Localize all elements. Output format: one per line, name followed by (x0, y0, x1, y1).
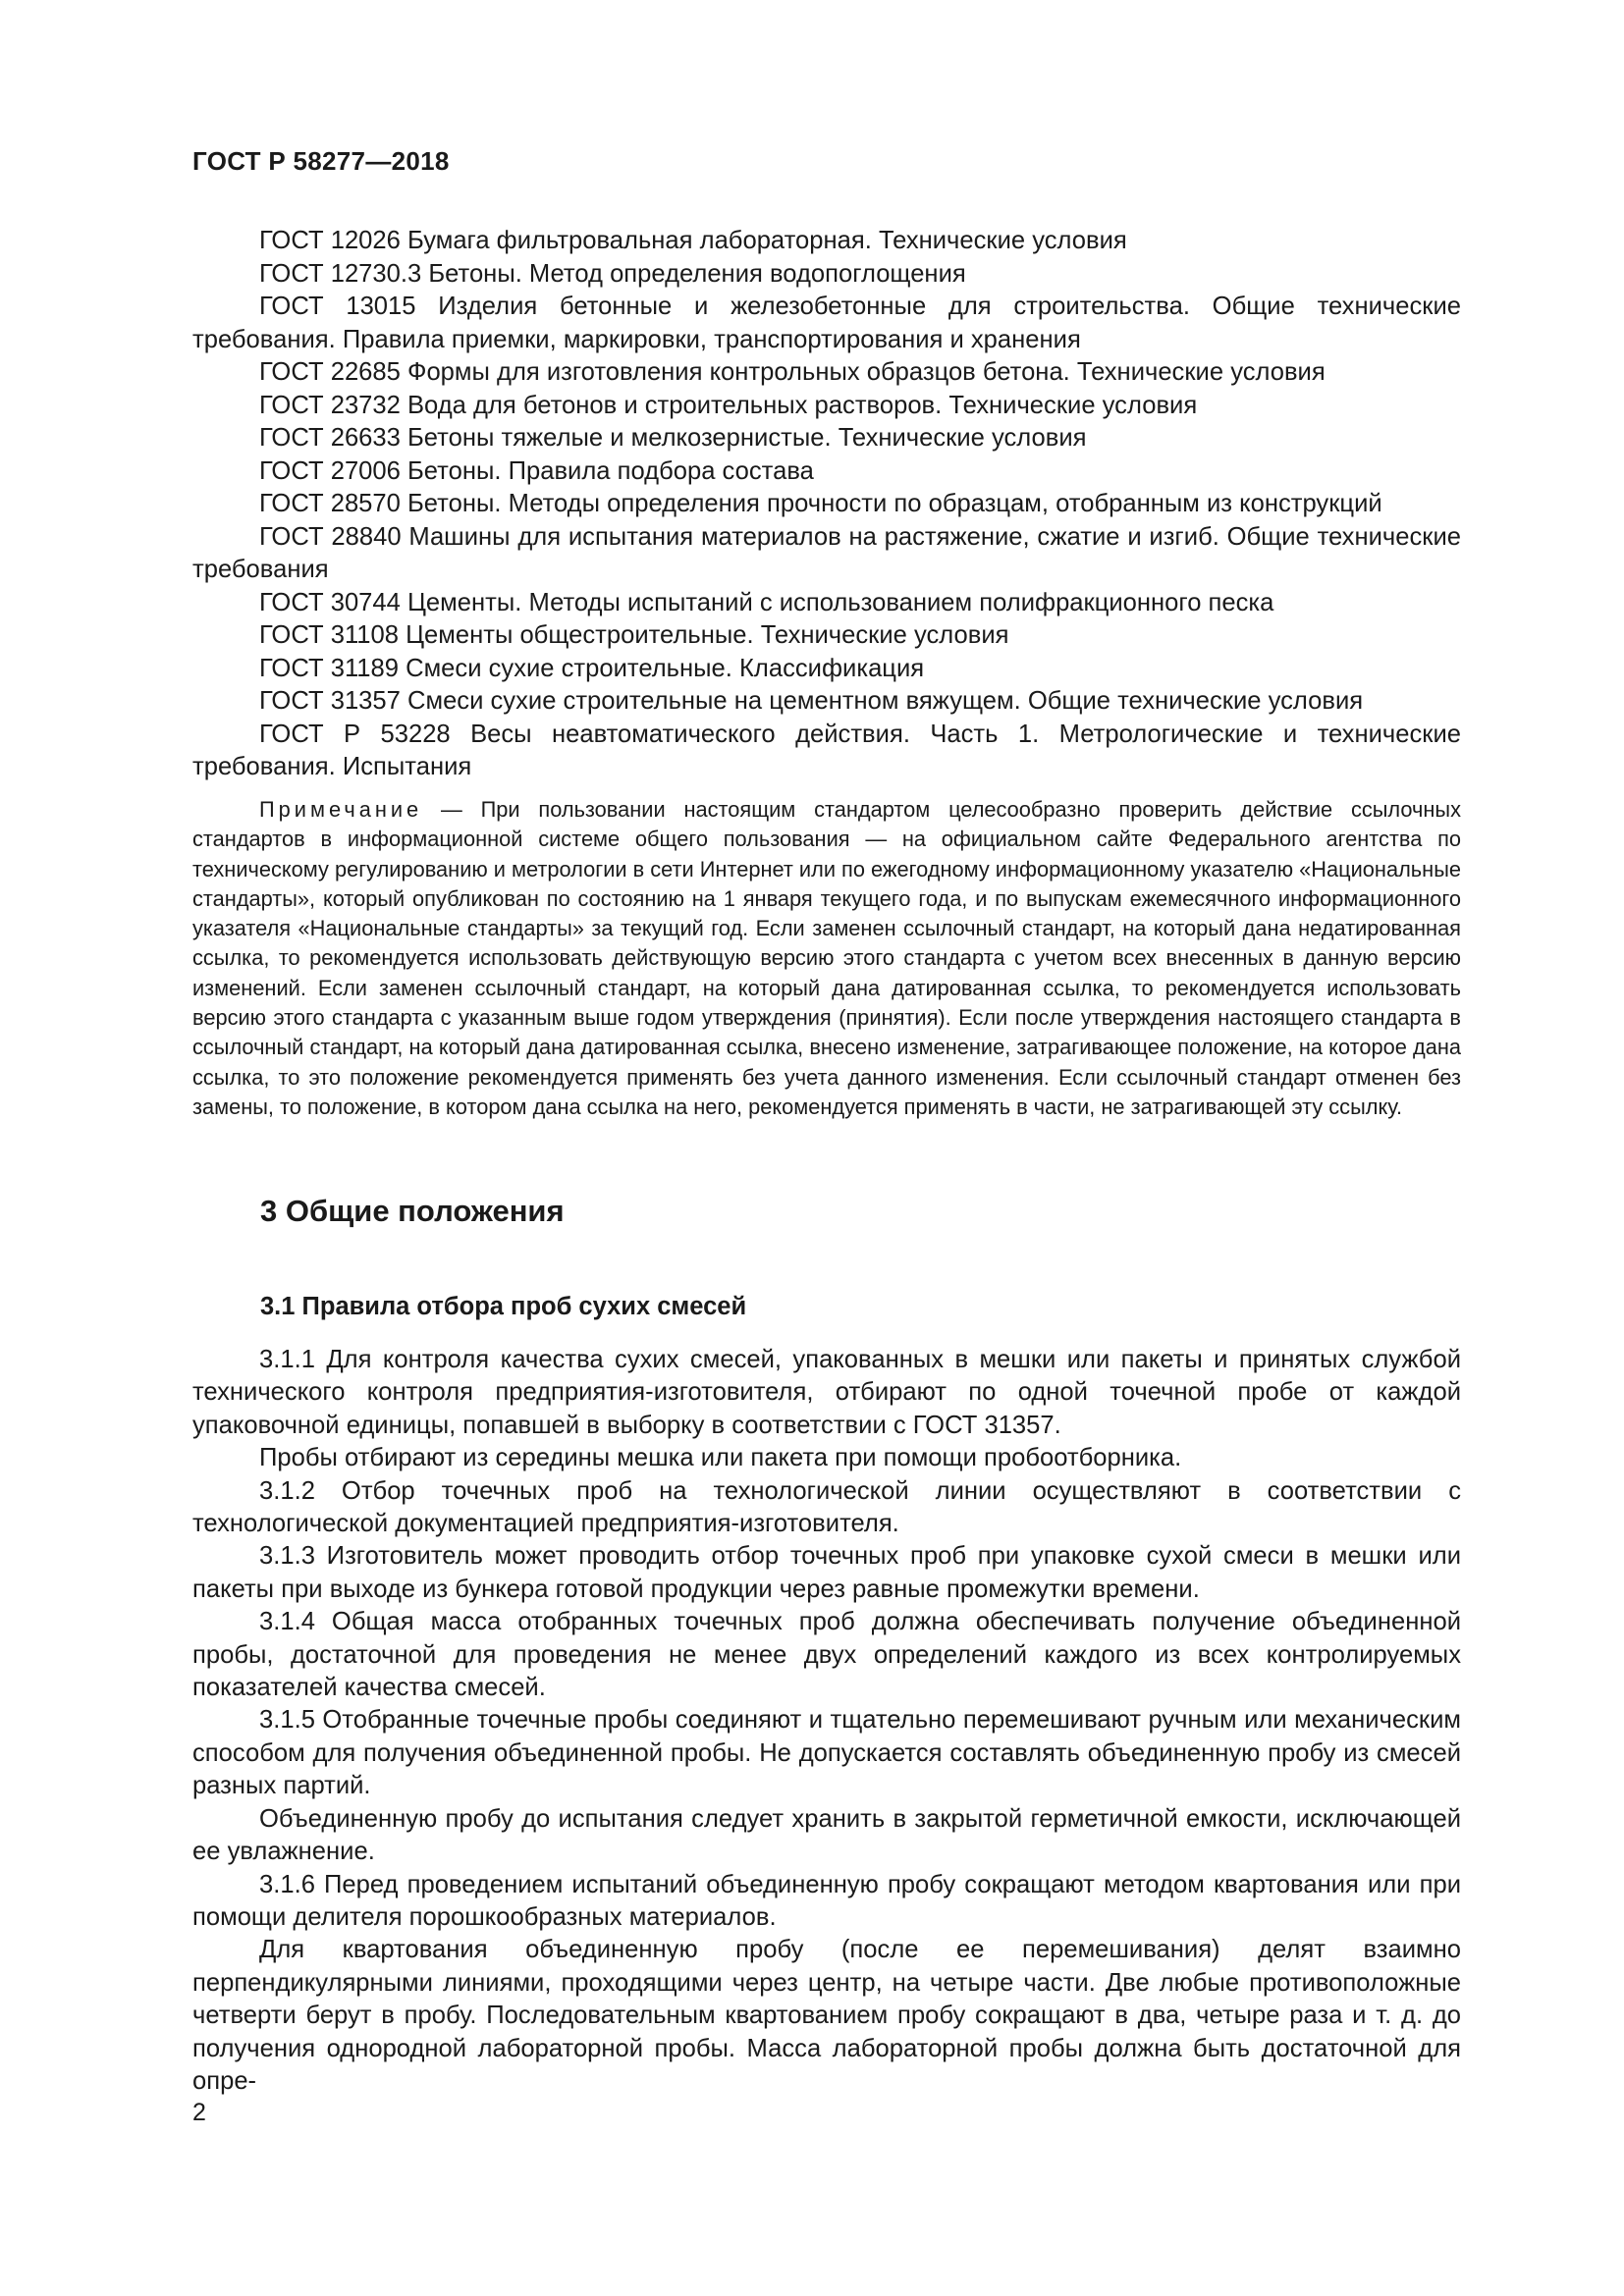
reference-item: ГОСТ 31357 Смеси сухие строительные на цементном вяжущем. Общие технические условия (259, 687, 1364, 715)
body-paragraph: 3.1.1 Для контроля качества сухих смесей, упакованных в мешки или пакеты и принятых службой технического контроля предприятия-изготовителя, отбирают по одной точечной пробе от каждой упаковочной единицы, попавшей в выборку в соответствии с ГОСТ 31357. (192, 1346, 1461, 1439)
section-title: 3 Общие положения (260, 1194, 565, 1228)
reference-item: ГОСТ 27006 Бетоны. Правила подбора состава (259, 456, 814, 485)
body-paragraph: 3.1.3 Изготовитель может проводить отбор точечных проб при упаковке сухой смеси в мешки или пакеты при выходе из бункера готовой продукции через равные промежутки времени. (192, 1542, 1461, 1603)
page-number: 2 (192, 2099, 206, 2126)
reference-item: ГОСТ 23732 Вода для бетонов и строительных растворов. Технические условия (259, 391, 1198, 419)
reference-item: ГОСТ 22685 Формы для изготовления контрольных образцов бетона. Технические условия (259, 358, 1326, 386)
reference-item: ГОСТ 26633 Бетоны тяжелые и мелкозернистые. Технические условия (259, 424, 1087, 452)
body-paragraph: 3.1.4 Общая масса отобранных точечных проб должна обеспечивать получение объединенной пробы, достаточной для проведения не менее двух определений каждого из всех контролируемых показателей качества смесей. (192, 1608, 1461, 1702)
reference-item: ГОСТ 12026 Бумага фильтровальная лабораторная. Технические условия (259, 227, 1127, 254)
reference-item: ГОСТ 31189 Смеси сухие строительные. Классификация (259, 654, 925, 682)
section-body (192, 1344, 1461, 2098)
note-text: — При пользовании настоящим стандартом целесообразно проверить действие ссылочных стандартов в информационной системе общего пользования — на официальном сайте Федерального агентства по техническому регулированию и метрологии в сети Интернет или по ежегодному информационному указателю «Национальные стандарты», который опубликован по состоянию на 1 января текущего года, и по выпускам ежемесячного информационного указателя «Национальные стандарты» за текущий год. Если заменен ссылочный стандарт, на который дана недатированная ссылка, то рекомендуется использовать действующую версию этого стандарта с учетом всех внесенных в данную версию изменений. Если заменен ссылочный стандарт, на который дана датированная ссылка, то рекомендуется использовать версию этого стандарта с указанным выше годом утверждения (принятия). Если после утверждения настоящего стандарта в ссылочный стандарт, на который дана датированная ссылка, внесено изменение, затрагивающее положение, на которое дана ссылка, то это положение рекомендуется применять без учета данного изменения. Если ссылочный стандарт отменен без замены, то положение, в котором дана ссылка на него, рекомендуется применять в части, не затрагивающей эту ссылку. (192, 797, 1461, 1119)
reference-item: ГОСТ 28570 Бетоны. Методы определения прочности по образцам, отобранным из конструкций (259, 490, 1382, 517)
body-paragraph: Для квартования объединенную пробу (после ее перемешивания) делят взаимно перпендикулярными линиями, проходящими через центр, на четыре части. Две любые противоположные четверти берут в пробу. Последовательным квартованием пробу сокращают в два, четыре раза и т. д. до получения однородной лабораторной пробы. Масса лабораторной пробы должна быть достаточной для опре- (192, 1936, 1461, 2095)
reference-item: ГОСТ 30744 Цементы. Методы испытаний с использованием полифракционного песка (259, 588, 1274, 616)
body-paragraph: Объединенную пробу до испытания следует хранить в закрытой герметичной емкости, исключающей ее увлажнение. (192, 1804, 1461, 1866)
reference-item: ГОСТ 12730.3 Бетоны. Метод определения водопоглощения (259, 259, 966, 288)
reference-item: ГОСТ 28840 Машины для испытания материалов на растяжение, сжатие и изгиб. Общие технические требования (192, 522, 1461, 583)
normative-references-list (192, 225, 1461, 784)
subsection-title: 3.1 Правила отбора проб сухих смесей (260, 1293, 747, 1320)
body-paragraph: 3.1.5 Отобранные точечные пробы соединяют и тщательно перемешивают ручным или механическим способом для получения объединенной пробы. Не допускается составлять объединенную пробу из смесей разных партий. (192, 1706, 1461, 1800)
body-paragraph: 3.1.6 Перед проведением испытаний объединенную пробу сокращают методом квартования или при помощи делителя порошкообразных материалов. (192, 1870, 1461, 1931)
reference-item: ГОСТ 31108 Цементы общестроительные. Технические условия (259, 621, 1009, 649)
note-label: Примечание (259, 797, 423, 822)
note-block (192, 795, 1461, 1122)
standard-number-header: ГОСТ Р 58277—2018 (192, 146, 450, 176)
reference-item: ГОСТ Р 53228 Весы неавтоматического действия. Часть 1. Метрологические и технические требования. Испытания (192, 720, 1461, 780)
body-paragraph: Пробы отбирают из середины мешка или пакета при помощи пробоотборника. (259, 1444, 1182, 1472)
note-paragraph (192, 795, 1461, 1122)
reference-item: ГОСТ 13015 Изделия бетонные и железобетонные для строительства. Общие технические требования. Правила приемки, маркировки, транспортирования и хранения (192, 293, 1461, 353)
body-paragraph: 3.1.2 Отбор точечных проб на технологической линии осуществляют в соответствии с технологической документацией предприятия-изготовителя. (192, 1476, 1461, 1538)
